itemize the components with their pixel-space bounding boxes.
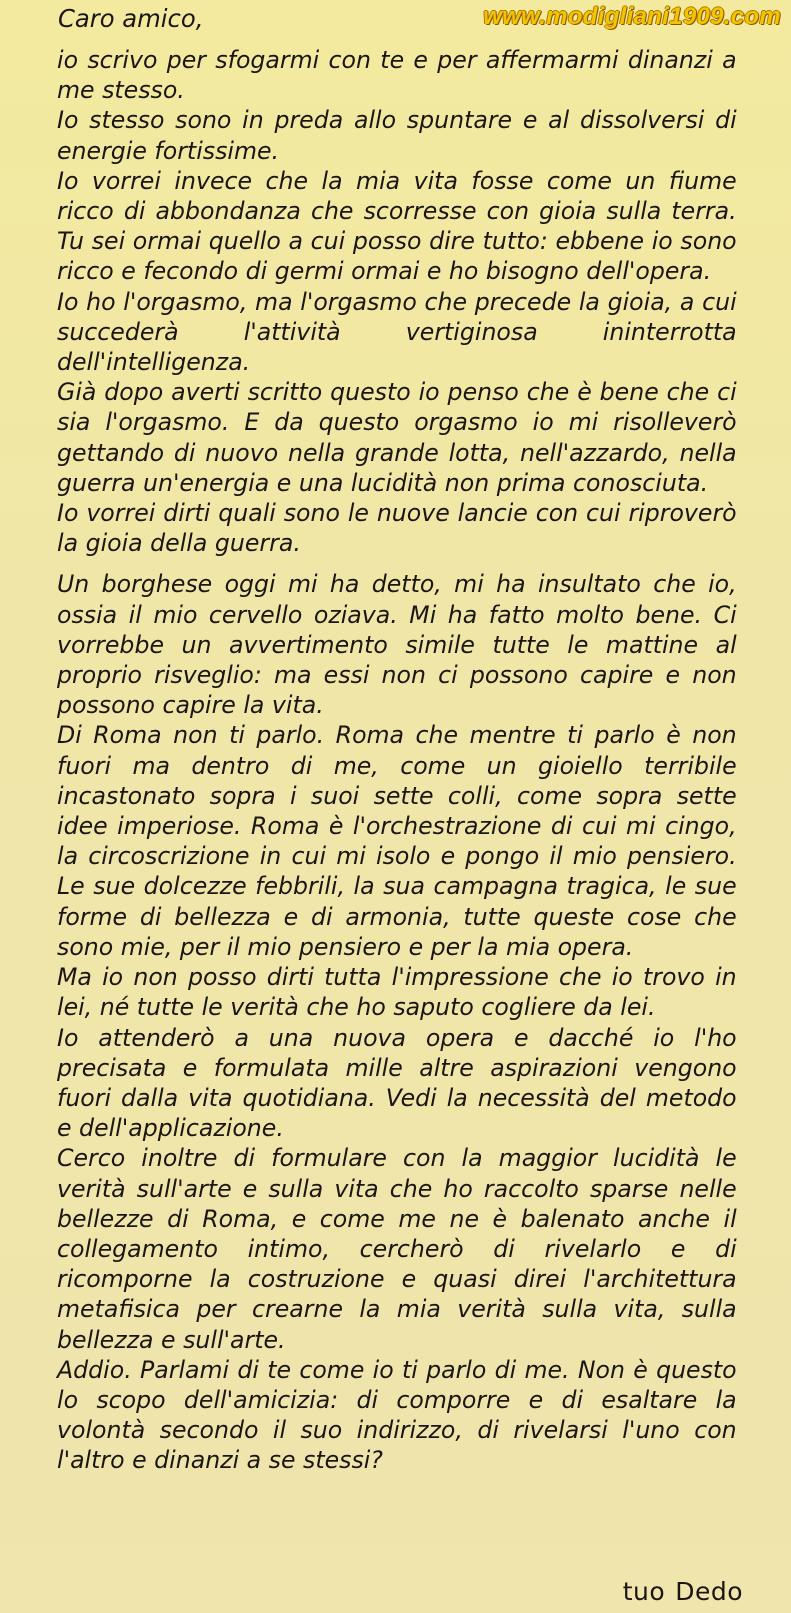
salutation: Caro amico,: [58, 4, 204, 33]
paragraph-4: Io ho l'orgasmo, ma l'orgasmo che precede la gioia, a cui succederà l'attività vertiginosa ininterrotta dell'intelligenza.: [57, 287, 737, 377]
paragraph-7: Un borghese oggi mi ha detto, mi ha insultato che io, ossia il mio cervello oziava. Mi ha fatto molto bene. Ci vorrebbe un avvertimento simile tutte le mattine al proprio risveglio: ma essi non ci possono capire e non possono capire la vita.: [57, 570, 737, 720]
paragraph-8: Di Roma non ti parlo. Roma che mentre ti parlo è non fuori ma dentro di me, come un gioiello terribile incastonato sopra i suoi sette colli, come sopra sette idee imperiose. Roma è l'orchestrazione di cui mi cingo, la circoscrizione in cui mi isolo e pongo il mio pensiero. Le sue dolcezze febbrili, la sua campagna tragica, le sue forme di bellezza e di armonia, tutte queste cose che sono mie, per il mio pensiero e per la mia opera.: [57, 721, 737, 961]
paragraph-3: Io vorrei invece che la mia vita fosse come un fiume ricco di abbondanza che scorresse con gioia sulla terra. Tu sei ormai quello a cui posso dire tutto: ebbene io sono ricco e fecondo di germi ormai e ho bisogno dell'opera.: [57, 166, 737, 286]
paragraph-5: Già dopo averti scritto questo io penso che è bene che ci sia l'orgasmo. E da questo orgasmo io mi risolleverò gettando di nuovo nella grande lotta, nell'azzardo, nella guerra un'energia e una lucidità non prima conosciuta.: [57, 378, 737, 497]
watermark: www.modigliani1909.com: [483, 3, 781, 30]
paragraph-10: Io attenderò a una nuova opera e dacché io l'ho precisata e formulata mille altre aspirazioni vengono fuori dalla vita quotidiana. Vedi la necessità del metodo e dell'applicazione.: [57, 1023, 737, 1143]
paragraph-2: Io stesso sono in preda allo spuntare e al dissolversi di energie fortissime.: [57, 106, 737, 165]
signature-name: Dedo: [675, 1577, 743, 1606]
paragraph-9: Ma io non posso dirti tutta l'impressione che io trovo in lei, né tutte le verità che ho saputo cogliere da lei.: [57, 963, 737, 1022]
paragraph-11: Cerco inoltre di formulare con la maggior lucidità le verità sull'arte e sulla vita che ho raccolto sparse nelle bellezze di Roma, e come me ne è balenato anche il collegamento intimo, cercherò di rivelarlo e di ricomporne la costruzione e quasi direi l'architettura metafisica per crearne la mia verità sulla vita, sulla bellezza e sull'arte.: [57, 1144, 737, 1354]
paragraph-6: Io vorrei dirti quali sono le nuove lancie con cui riproverò la gioia della guerra.: [57, 499, 737, 558]
signature: [623, 1577, 743, 1606]
paragraph-12: Addio. Parlami di te come io ti parlo di me. Non è questo lo scopo dell'amicizia: di comporre e di esaltare la volontà secondo il suo indirizzo, di rivelarsi l'uno con l'altro e dinanzi a se stessi?: [57, 1355, 737, 1475]
paragraph-1: io scrivo per sfogarmi con te e per affermarmi dinanzi a me stesso.: [57, 46, 737, 105]
letter-body: [57, 45, 737, 1476]
signature-prefix: tuo: [622, 1577, 666, 1606]
